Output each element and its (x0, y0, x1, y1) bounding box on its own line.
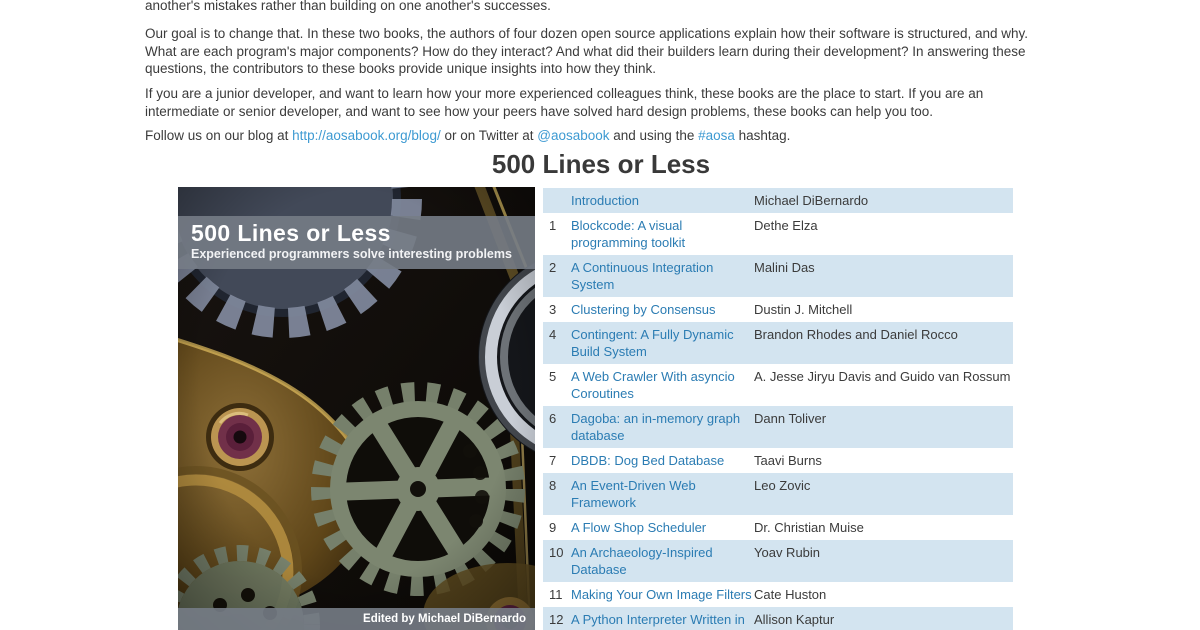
table-row (543, 582, 1013, 607)
toc-table-body (543, 188, 1013, 630)
toc-author: Leo Zovic (754, 478, 811, 493)
toc-title-cell (571, 301, 753, 318)
toc-chapter-link[interactable]: A Web Crawler With asyncio Coroutines (571, 369, 735, 401)
toc-title-cell (571, 217, 753, 251)
toc-chapter-link[interactable]: An Archaeology-Inspired Database (571, 545, 713, 577)
toc-row-number: 8 (549, 478, 557, 493)
toc-title-cell (571, 519, 753, 536)
toc-title-cell (571, 192, 753, 209)
table-row (543, 188, 1013, 213)
toc-row-number: 5 (549, 369, 557, 384)
intro-paragraph-follow (145, 127, 1057, 145)
toc-author: Dustin J. Mitchell (754, 302, 853, 317)
toc-chapter-link[interactable]: A Flow Shop Scheduler (571, 520, 707, 535)
toc-title-cell (571, 611, 753, 628)
toc-row-number: 2 (549, 260, 557, 275)
intro-partial-text: another's mistakes rather than building on one another's successes. (145, 0, 551, 13)
toc-title-cell (571, 586, 753, 603)
toc-title-cell (571, 410, 753, 444)
blog-link[interactable]: http://aosabook.org/blog/ (292, 128, 441, 143)
toc-row-number: 6 (549, 411, 557, 426)
toc-author: Taavi Burns (754, 453, 822, 468)
cover-subtitle: Experienced programmers solve interesting problems (191, 247, 512, 261)
toc-title-cell (571, 452, 753, 469)
table-row (543, 364, 1013, 406)
table-row (543, 213, 1013, 255)
table-row (543, 607, 1013, 630)
toc-chapter-link[interactable]: A Python Interpreter Written in (571, 612, 745, 627)
toc-chapter-link[interactable]: Contingent: A Fully Dynamic Build System (571, 327, 734, 359)
toc-row-number: 11 (549, 587, 563, 602)
toc-chapter-link[interactable]: Making Your Own Image Filters (571, 587, 752, 602)
table-row (543, 448, 1013, 473)
twitter-link[interactable]: @aosabook (537, 128, 610, 143)
table-row (543, 473, 1013, 515)
toc-title-cell (571, 259, 753, 293)
intro-paragraph-goal (145, 25, 1057, 78)
intro-paragraph-partial (145, 0, 1057, 15)
toc-author: Malini Das (754, 260, 815, 275)
toc-title-cell (571, 326, 753, 360)
toc-author: A. Jesse Jiryu Davis and Guido van Rossum (754, 369, 1011, 384)
toc-author: Yoav Rubin (754, 545, 821, 560)
follow-mid2: and using the (609, 128, 699, 143)
toc-title-cell (571, 477, 753, 511)
toc-author: Dann Toliver (754, 411, 827, 426)
cover-editor-credit: Edited by Michael DiBernardo (178, 608, 535, 630)
toc-chapter-link[interactable]: Dagoba: an in-memory graph database (571, 411, 741, 443)
toc-row-number: 1 (549, 218, 557, 233)
intro-goal-text: Our goal is to change that. In these two books, the authors of four dozen open source applications explain how their software is structured, and why. What are each program's major components? How do they interact? And what did their builders learn during their development? In answering these questions, the contributors to these books provide unique insights into how they think. (145, 26, 1029, 76)
toc-row-number: 3 (549, 302, 557, 317)
toc-chapter-link[interactable]: A Continuous Integration System (571, 260, 714, 292)
cover-title: 500 Lines or Less (191, 220, 391, 246)
follow-suffix: hashtag. (734, 128, 791, 143)
toc-chapter-link[interactable]: Introduction (571, 193, 639, 208)
toc-title-cell (571, 368, 753, 402)
toc-row-number: 12 (549, 612, 564, 627)
toc-author: Dr. Christian Muise (754, 520, 864, 535)
toc-author: Allison Kaptur (754, 612, 835, 627)
toc-chapter-link[interactable]: DBDB: Dog Bed Database (571, 453, 725, 468)
page-title: 500 Lines or Less (491, 149, 711, 179)
toc-author: Michael DiBernardo (754, 193, 869, 208)
toc-row-number: 4 (549, 327, 557, 342)
table-row (543, 322, 1013, 364)
hashtag-link[interactable]: #aosa (698, 128, 735, 143)
toc-author: Cate Huston (754, 587, 827, 602)
toc-title-cell (571, 544, 753, 578)
toc-row-number (543, 192, 571, 209)
table-row (543, 515, 1013, 540)
toc-chapter-link[interactable]: Clustering by Consensus (571, 302, 716, 317)
book-cover-image (178, 187, 535, 630)
toc-row-number: 7 (549, 453, 557, 468)
follow-mid1: or on Twitter at (440, 128, 538, 143)
follow-prefix: Follow us on our blog at (145, 128, 293, 143)
intro-paragraph-audience (145, 85, 1057, 120)
cover-title-banner (178, 216, 535, 269)
toc-row-number: 9 (549, 520, 557, 535)
intro-audience-text: If you are a junior developer, and want to learn how your more experienced colleagues think, these books are the place to start. If you are an intermediate or senior developer, and want to see how your peers have solved hard design problems, these books can help you too. (145, 86, 984, 119)
toc-chapter-link[interactable]: Blockcode: A visual programming toolkit (571, 218, 686, 250)
table-row (543, 406, 1013, 448)
toc-chapter-link[interactable]: An Event-Driven Web Framework (571, 478, 696, 510)
table-row (543, 297, 1013, 322)
toc-row-number: 10 (549, 545, 564, 560)
toc-author: Dethe Elza (754, 218, 818, 233)
toc-author: Brandon Rhodes and Daniel Rocco (754, 327, 958, 342)
table-row (543, 540, 1013, 582)
table-row (543, 255, 1013, 297)
